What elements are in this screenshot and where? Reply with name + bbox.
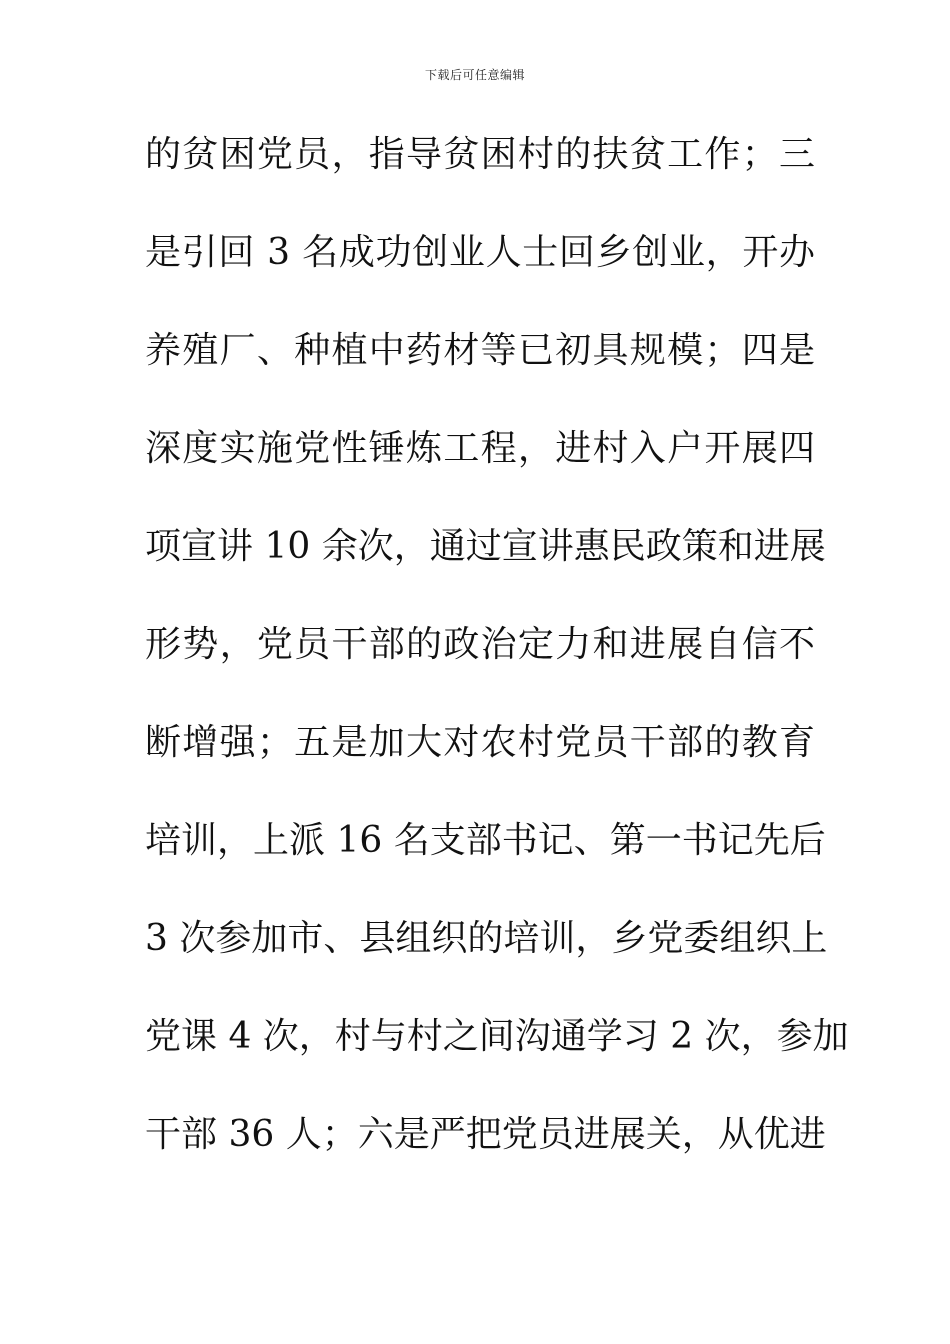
text-line: 形势，党员干部的政治定力和进展自信不 — [145, 624, 815, 665]
text-line: 项宣讲 10 余次，通过宣讲惠民政策和进展 — [145, 526, 826, 567]
body-text — [145, 127, 849, 1205]
text-line: 培训，上派 16 名支部书记、第一书记先后 — [145, 820, 826, 861]
text-line: 干部 36 人；六是严把党员进展关，从优进 — [145, 1114, 826, 1155]
text-line: 断增强；五是加大对农村党员干部的教育 — [145, 722, 815, 763]
text-line: 3 次参加市、县组织的培训，乡党委组织上 — [145, 918, 828, 959]
text-line: 党课 4 次，村与村之间沟通学习 2 次，参加 — [145, 1016, 849, 1057]
text-line: 是引回 3 名成功创业人士回乡创业，开办 — [145, 232, 815, 273]
text-line: 养殖厂、种植中药材等已初具规模；四是 — [145, 330, 815, 371]
header-note: 下载后可任意编辑 — [424, 68, 525, 82]
text-line: 的贫困党员，指导贫困村的扶贫工作；三 — [145, 134, 815, 175]
text-line: 深度实施党性锤炼工程，进村入户开展四 — [145, 428, 815, 469]
